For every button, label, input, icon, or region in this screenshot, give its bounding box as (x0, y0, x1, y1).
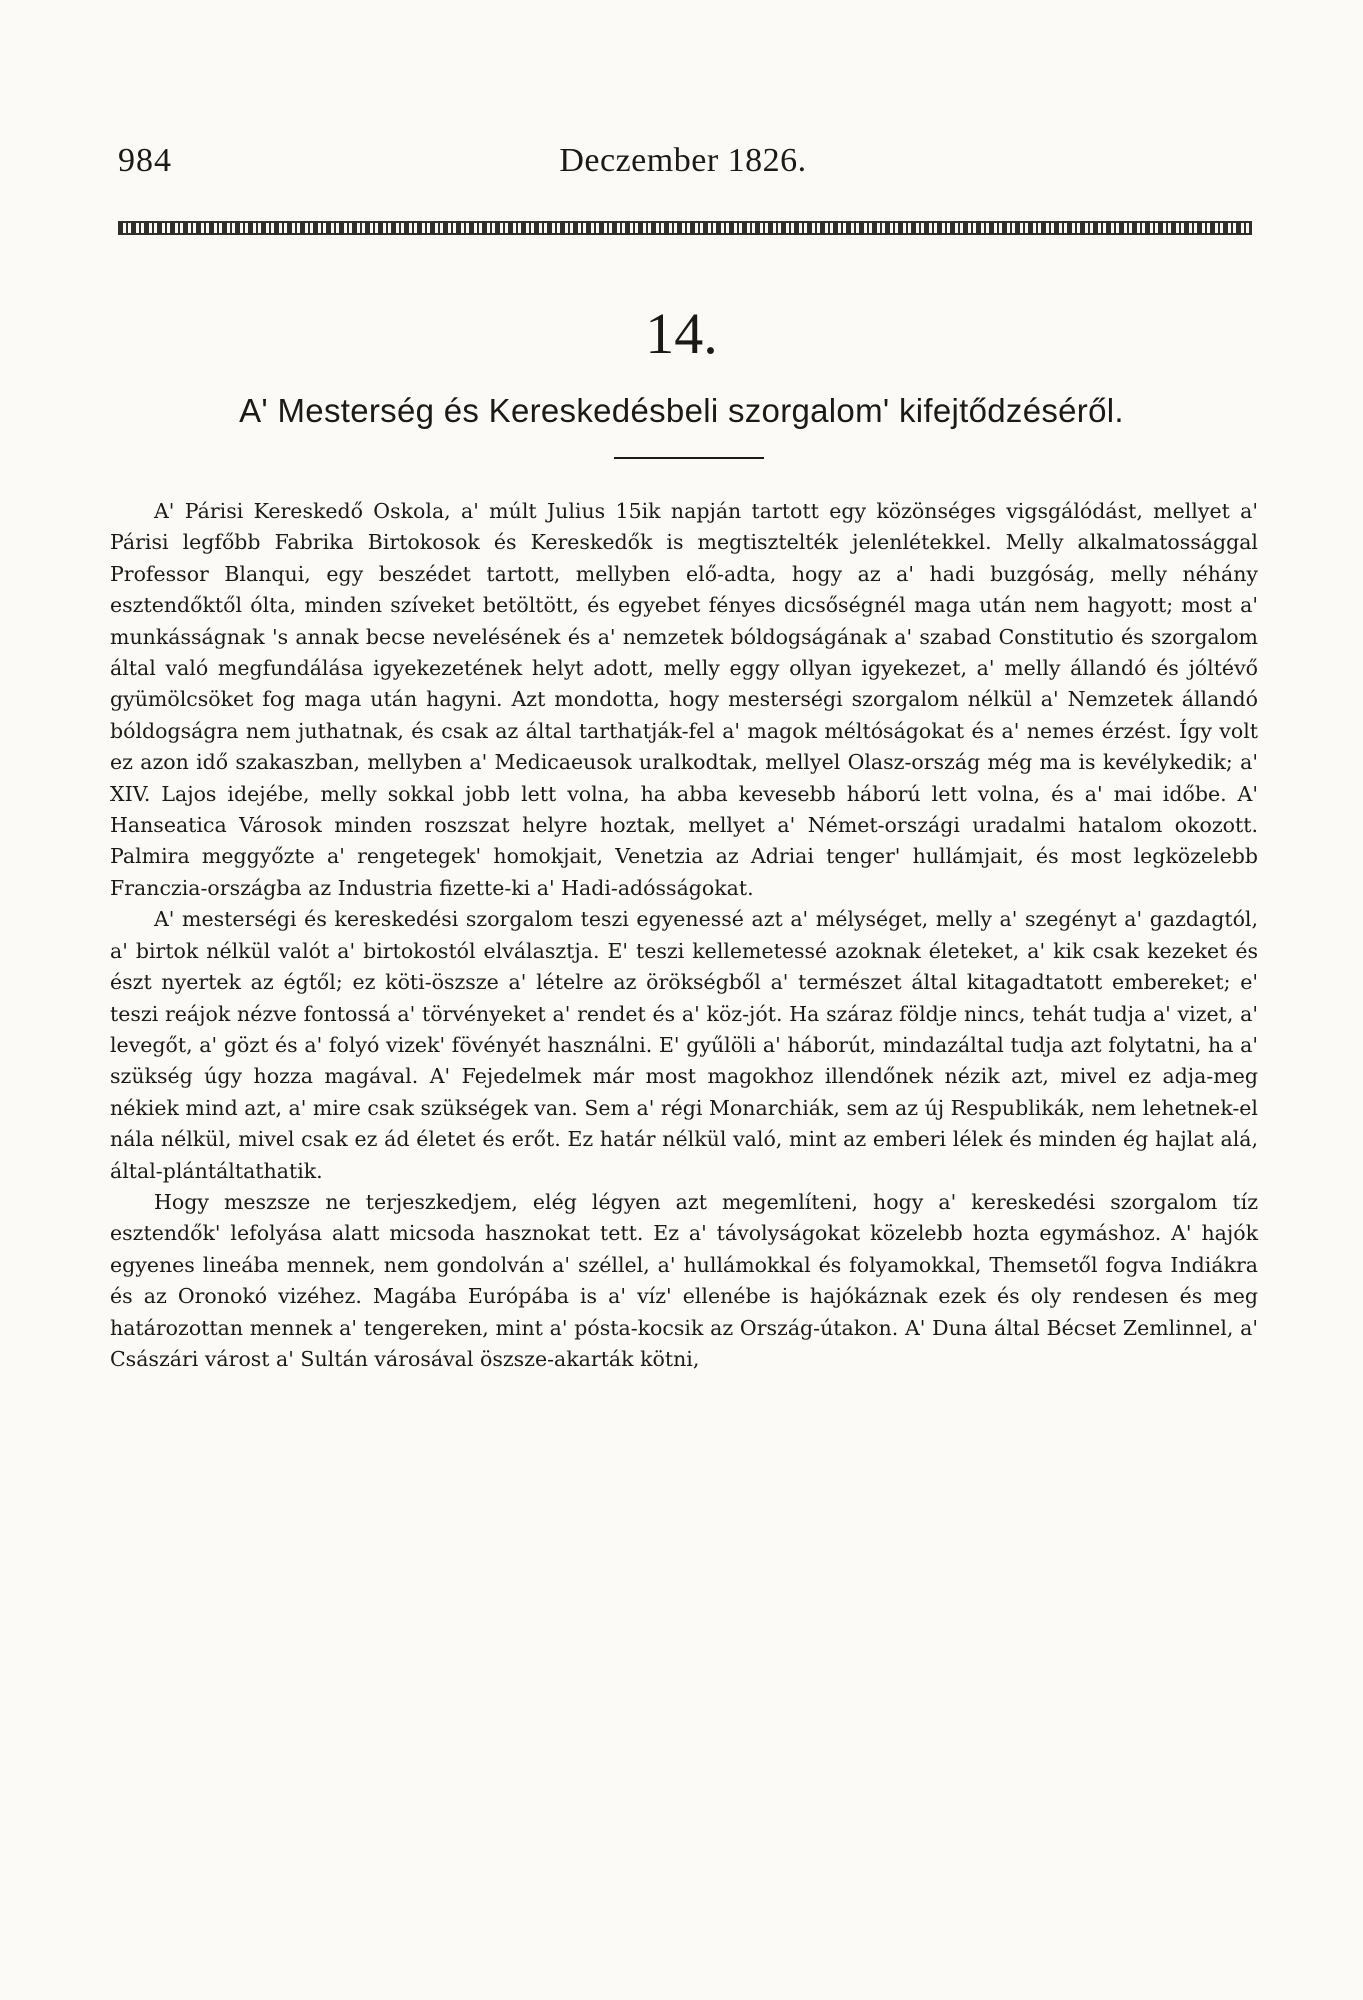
page-number: 984 (118, 142, 172, 179)
paragraph: A' Párisi Kereskedő Oskola, a' múlt Julius 15ik napján tartott egy közönséges vigsgálódást, mellyet a' Párisi legfőbb Fabrika Birtokosok és Kereskedők is megtisztelték jelenlétekkel. Melly alkalmatossággal Professor Blanqui, egy beszédet tartott, mellyben elő-adta, hogy az a' hadi buzgóság, melly néhány esztendőktől ólta, minden szíveket betöltött, és egyebet fényes dicsőségnél maga után nem hagyott; most a' munkásságnak 's annak becse nevelésének és a' nemzetek bóldogságának a' szabad Constitutio és szorgalom által való megfundálása igyekezetének helyt adott, melly eggy ollyan igyekezet, a' melly állandó és jóltévő gyümölcsöket fog maga után hagyni. Azt mondotta, hogy mesterségi szorgalom nélkül a' Nemzetek állandó bóldogságra nem juthatnak, és csak az által tarthatják-fel a' magok méltóságokat és a' nemes érzést. Így volt ez azon idő szakaszban, mellyben a' Medicaeusok uralkodtak, mellyel Olasz-ország még ma is kevélykedik; a' XIV. Lajos idejébe, melly sokkal jobb lett volna, ha abba kevesebb háború lett volna, és a' mai időbe. A' Hanseatica Városok minden roszszat helyre hoztak, mellyet a' Német-országi uradalmi hatalom okozott. Palmira meggyőzte a' rengetegek' homokjait, Venetzia az Adriai tenger' hullámjait, és most legközelebb Franczia-országba az Industria fizette-ki a' Hadi-adósságokat. (110, 499, 1258, 900)
article-number: 14. (645, 301, 718, 366)
paragraph: A' mesterségi és kereskedési szorgalom teszi egyenessé azt a' mélységet, melly a' szegényt a' gazdagtól, a' birtok nélkül valót a' birtokostól elválasztja. E' teszi kellemetessé azoknak életeket, a' kik csak kezeket és észt nyertek az égtől; ez köti-öszsze a' lételre az örökségből a' természet által kitagadtatott embereket; e' teszi reájok nézve fontossá a' törvényeket a' rendet és a' köz-jót. Ha száraz földje nincs, tehát tudja a' vizet, a' levegőt, a' gözt és a' folyó vizek' fövényét használni. E' gyűlöli a' háborút, mindazáltal tudja azt folytatni, ha a' szükség úgy hozza magával. A' Fejedelmek már most magokhoz illendőnek nézik azt, mivel ez adja-meg nékiek mind azt, a' mire csak szükségek van. Sem a' régi Monarchiák, sem az új Respublikák, nem lehetnek-el nála nélkül, mivel csak ez ád életet és erőt. Ez határ nélkül való, mint az emberi lélek és minden ég hajlat alá, által-plántáltathatik. (110, 907, 1258, 1183)
page-header (118, 142, 1248, 192)
article-body (110, 496, 1258, 1375)
paragraph: Hogy meszsze ne terjeszkedjem, elég légyen azt megemlíteni, hogy a' kereskedési szorgalom tíz esztendők' lefolyása alatt micsoda hasznokat tett. Ez a' távolyságokat közelebb hozta egymáshoz. A' hajók egyenes lineába mennek, nem gondolván a' széllel, a' hullámokkal és folyamokkal, Themsetől fogva Indiákra és az Oronokó vizéhez. Magába Európába is a' víz' ellenébe is hajókáznak ezek és oly rendesen és meg határozottan mennek a' tengereken, mint a' pósta-kocsik az Ország-útakon. A' Duna által Bécset Zemlinnel, a' Császári várost a' Sultán városával öszsze-akarták kötni, (110, 1189, 1258, 1371)
title-divider (614, 457, 764, 459)
article-title: A' Mesterség és Kereskedésbeli szorgalom' kifejtődzéséről. (239, 392, 1124, 429)
running-head: Deczember 1826. (559, 142, 807, 179)
ornamental-rule (118, 221, 1252, 235)
